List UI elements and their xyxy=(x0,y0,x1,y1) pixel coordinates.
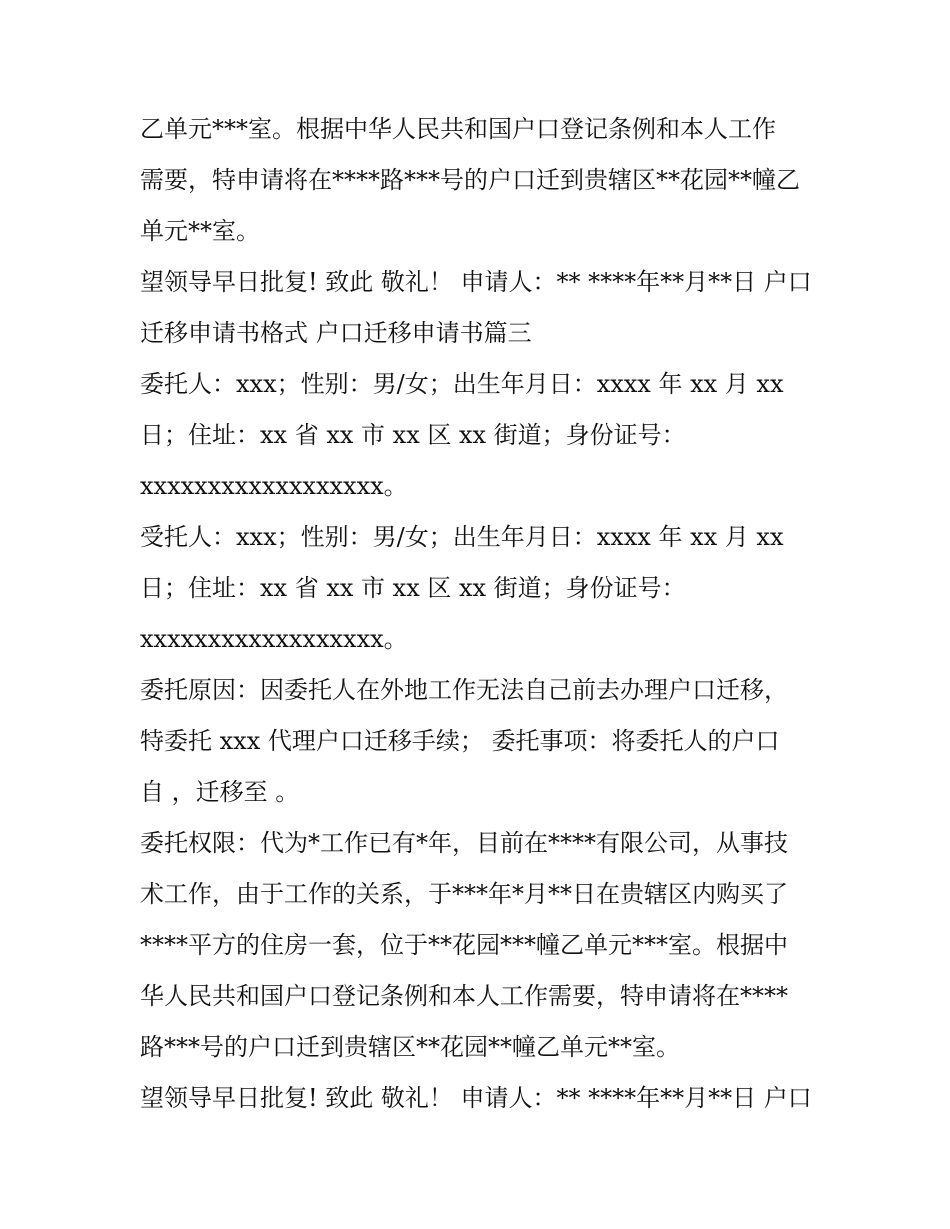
text-line: 迁移申请书格式 户口迁移申请书篇三 xyxy=(140,319,532,347)
document-body xyxy=(140,104,810,1124)
text-line: 术工作，由于工作的关系，于***年*月**日在贵辖区内购买了 xyxy=(140,880,788,908)
text-line: 乙单元***室。根据中华人民共和国户口登记条例和本人工作 xyxy=(140,115,776,143)
text-line: xxxxxxxxxxxxxxxxxx。 xyxy=(140,625,408,653)
text-line: 单元**室。 xyxy=(140,217,260,245)
text-line: 望领导早日批复! 致此 敬礼！ 申请人：** ****年**月**日 户口 xyxy=(140,1084,812,1112)
text-line: 委托权限：代为*工作已有*年，目前在****有限公司，从事技 xyxy=(140,829,788,857)
text-line: 需要，特申请将在****路***号的户口迁到贵辖区**花园**幢乙 xyxy=(140,166,800,194)
text-line: 受托人：xxx；性别：男/女；出生年月日：xxxx 年 xx 月 xx xyxy=(140,523,784,551)
text-line: 日；住址：xx 省 xx 市 xx 区 xx 街道；身份证号： xyxy=(140,574,686,602)
text-line: 路***号的户口迁到贵辖区**花园**幢乙单元**室。 xyxy=(140,1033,680,1061)
text-line: ****平方的住房一套，位于**花园***幢乙单元***室。根据中 xyxy=(140,931,788,959)
text-line: xxxxxxxxxxxxxxxxxx。 xyxy=(140,472,408,500)
text-line: 自 ，迁移至 。 xyxy=(140,778,300,806)
text-line: 日；住址：xx 省 xx 市 xx 区 xx 街道；身份证号： xyxy=(140,421,686,449)
text-line: 华人民共和国户口登记条例和本人工作需要，特申请将在**** xyxy=(140,982,788,1010)
text-line: 望领导早日批复! 致此 敬礼！ 申请人：** ****年**月**日 户口 xyxy=(140,268,812,296)
text-line: 委托原因：因委托人在外地工作无法自己前去办理户口迁移， xyxy=(140,676,788,704)
text-line: 委托人：xxx；性别：男/女；出生年月日：xxxx 年 xx 月 xx xyxy=(140,370,784,398)
text-line: 特委托 xxx 代理户口迁移手续； 委托事项：将委托人的户口 xyxy=(140,727,780,755)
